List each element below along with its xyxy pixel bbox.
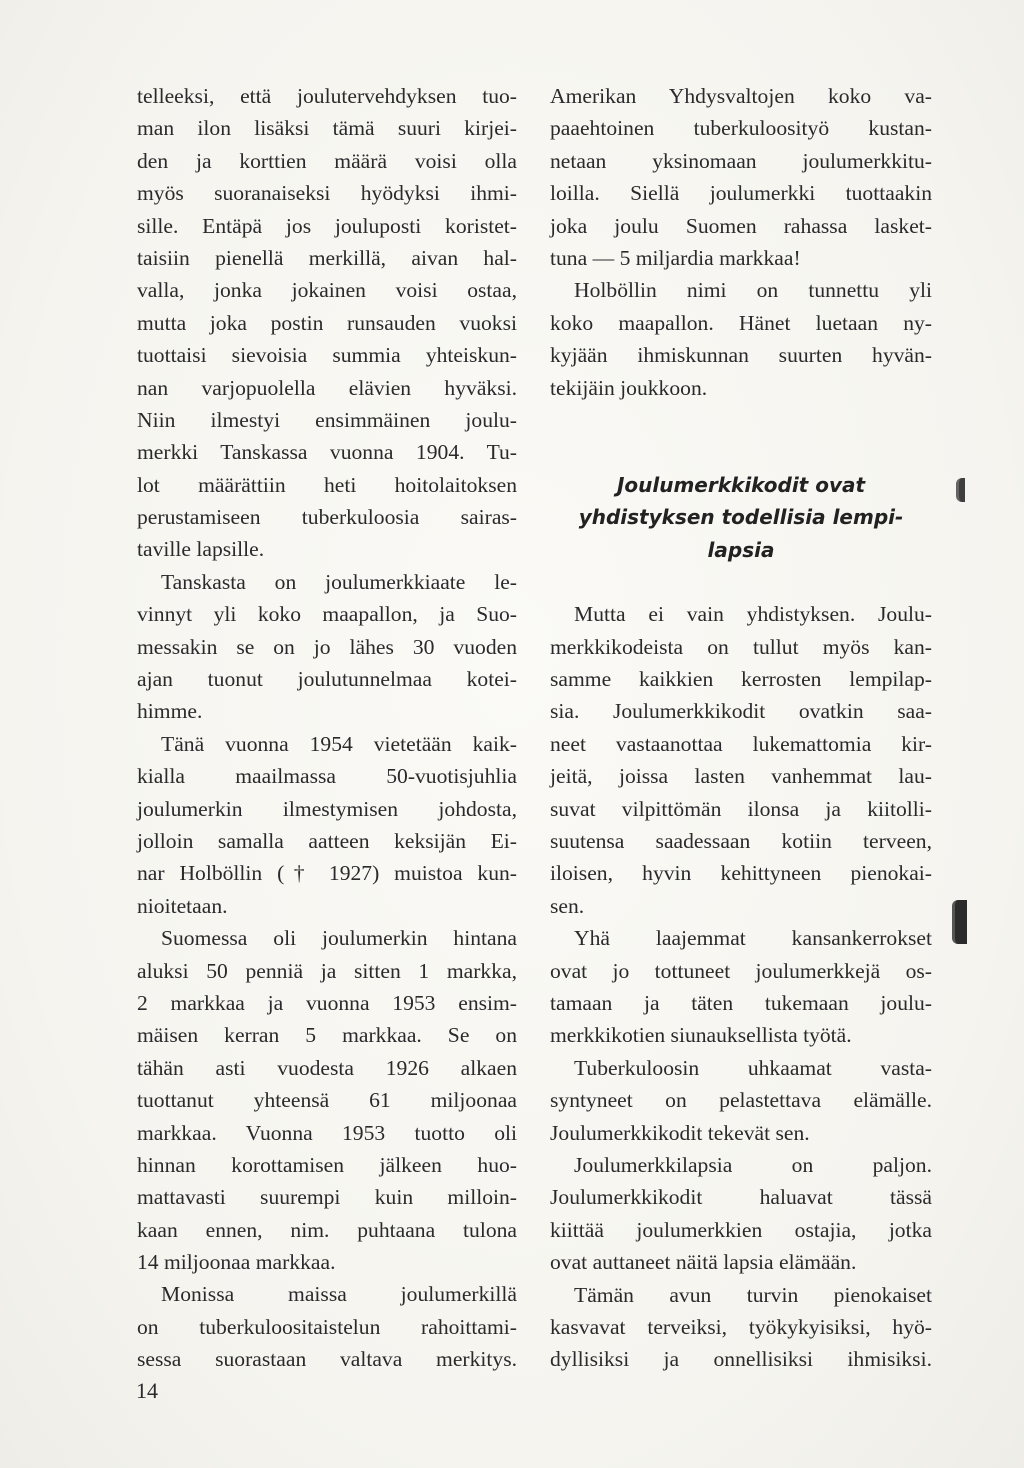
- text-line: Amerikan Yhdysvaltojen koko va-: [550, 84, 932, 108]
- text-line: kaan ennen, nim. puhtaana tulona: [137, 1217, 517, 1242]
- left-text-column: [137, 80, 517, 1376]
- text-line: Monissa maissa joulumerkillä: [161, 1282, 517, 1307]
- binding-hole: [952, 900, 967, 944]
- text-line: Tuberkuloosin uhkaamat vasta-: [574, 1055, 932, 1080]
- text-line: ovat jo tottuneet joulumerkkejä os-: [550, 958, 932, 983]
- spacer: [550, 404, 932, 436]
- text-line: samme kaikkien kerrosten lempilap-: [550, 667, 932, 692]
- spacer: [550, 566, 932, 598]
- text-line: aluksi 50 penniä ja sitten 1 markka,: [137, 958, 517, 983]
- text-line: Holböllin nimi on tunnettu yli: [574, 278, 932, 303]
- text-line: den ja korttien määrä voisi olla: [137, 148, 517, 173]
- text-line: nioitetaan.: [137, 893, 228, 918]
- text-line: ajan tuonut joulutunnelmaa kotei-: [137, 667, 517, 692]
- text-line: iloisen, hyvin kehittyneen pienokai-: [550, 861, 932, 886]
- text-line: messakin se on jo lähes 30 vuoden: [137, 634, 517, 659]
- text-line: Tänä vuonna 1954 vietetään kaik-: [161, 731, 517, 756]
- binding-hole: [956, 478, 965, 502]
- text-line: kialla maailmassa 50-vuotisjuhlia: [137, 764, 517, 789]
- text-line: hinnan korottamisen jälkeen huo-: [137, 1152, 517, 1177]
- text-line: suvat vilpittömän ilonsa ja kiitolli-: [550, 796, 932, 821]
- right-text-column: [550, 80, 932, 1376]
- text-line: Mutta ei vain yhdistyksen. Joulu-: [574, 602, 932, 627]
- text-line: paaehtoinen tuberkuloosityö kustan-: [550, 116, 932, 141]
- text-line: tuottaisi sievoisia summia yhteiskun-: [137, 343, 517, 368]
- text-line: jolloin samalla aatteen keksijän Ei-: [137, 828, 517, 853]
- text-line: Niin ilmestyi ensimmäinen joulu-: [137, 407, 517, 432]
- text-line: Tämän avun turvin pienokaiset: [574, 1282, 932, 1307]
- section-heading: [550, 469, 932, 566]
- text-line: tamaan ja täten tukemaan joulu-: [550, 990, 932, 1015]
- text-line: koko maapallon. Hänet luetaan ny-: [550, 310, 932, 335]
- text-line: nar Holböllin († 1927) muistoa kun-: [137, 861, 517, 886]
- text-line: sille. Entäpä jos jouluposti koristet-: [137, 213, 517, 238]
- text-line: myös suoranaiseksi hyödyksi ihmi-: [137, 181, 517, 206]
- text-line: 2 markkaa ja vuonna 1953 ensim-: [137, 990, 517, 1015]
- text-line: joulumerkin ilmestymisen johdosta,: [137, 796, 517, 821]
- text-line: Tanskasta on joulumerkkiaate le-: [161, 569, 517, 594]
- text-line: vinnyt yli koko maapallon, ja Suo-: [137, 602, 517, 627]
- spacer: [550, 436, 932, 468]
- text-line: kasvavat terveiksi, työkykyisiksi, hyö-: [550, 1314, 932, 1339]
- text-line: nan varjopuolella elävien hyväksi.: [137, 375, 517, 400]
- text-line: Joulumerkkikodit haluavat tässä: [550, 1185, 932, 1210]
- heading-line: Joulumerkkikodit ovat: [616, 472, 866, 497]
- text-line: netaan yksinomaan joulumerkkitu-: [550, 148, 932, 173]
- text-line: sessa suorastaan valtava merkitys.: [137, 1347, 517, 1372]
- text-line: lot määrättiin heti hoitolaitoksen: [137, 472, 517, 497]
- text-line: taville lapsille.: [137, 537, 265, 562]
- text-line: joka joulu Suomen rahassa lasket-: [550, 213, 932, 238]
- text-line: Suomessa oli joulumerkin hintana: [161, 926, 517, 951]
- text-line: valla, jonka jokainen voisi ostaa,: [137, 278, 517, 303]
- text-line: neet vastaanottaa lukemattomia kir-: [550, 731, 932, 756]
- text-line: syntyneet on pelastettava elämälle.: [550, 1088, 932, 1113]
- text-line: mattavasti suurempi kuin milloin-: [137, 1185, 517, 1210]
- text-line: mäisen kerran 5 markkaa. Se on: [137, 1023, 517, 1048]
- text-line: merkkikotien siunauksellista työtä.: [550, 1023, 852, 1048]
- text-line: merkki Tanskassa vuonna 1904. Tu-: [137, 440, 517, 465]
- text-line: sen.: [550, 893, 585, 918]
- text-line: telleeksi, että joulutervehdyksen tuo-: [137, 84, 517, 108]
- text-line: taisiin pienellä merkillä, aivan hal-: [137, 245, 517, 270]
- text-line: tähän asti vuodesta 1926 alkaen: [137, 1055, 517, 1080]
- text-line: merkkikodeista on tullut myös kan-: [550, 634, 932, 659]
- text-line: tuna — 5 miljardia markkaa!: [550, 245, 801, 270]
- text-line: Joulumerkkikodit tekevät sen.: [550, 1120, 810, 1145]
- text-line: Yhä laajemmat kansankerrokset: [574, 926, 932, 951]
- text-line: kyjään ihmiskunnan suurten hyvän-: [550, 343, 932, 368]
- text-line: man ilon lisäksi tämä suuri kirjei-: [137, 116, 517, 141]
- text-line: Joulumerkkilapsia on paljon.: [574, 1152, 932, 1177]
- text-line: tekijäin joukkoon.: [550, 375, 708, 400]
- heading-line: yhdistyksen todellisia lempi-: [578, 505, 904, 530]
- text-line: mutta joka postin runsauden vuoksi: [137, 310, 517, 335]
- text-line: loilla. Siellä joulumerkki tuottaakin: [550, 181, 932, 206]
- text-line: jeitä, joissa lasten vanhemmat lau-: [550, 764, 932, 789]
- heading-line: lapsia: [707, 537, 775, 562]
- text-line: ovat auttaneet näitä lapsia elämään.: [550, 1250, 857, 1275]
- text-line: 14 miljoonaa markkaa.: [137, 1250, 336, 1275]
- text-line: markkaa. Vuonna 1953 tuotto oli: [137, 1120, 517, 1145]
- text-line: sia. Joulumerkkikodit ovatkin saa-: [550, 699, 932, 724]
- text-line: on tuberkuloositaistelun rahoittami-: [137, 1314, 517, 1339]
- page-number: 14: [136, 1378, 158, 1403]
- text-line: suutensa saadessaan kotiin terveen,: [550, 829, 932, 854]
- text-line: kiittää joulumerkkien ostajia, jotka: [550, 1217, 932, 1242]
- text-line: perustamiseen tuberkuloosia sairas-: [137, 505, 517, 530]
- text-line: tuottanut yhteensä 61 miljoonaa: [137, 1088, 517, 1113]
- text-line: dyllisiksi ja onnellisiksi ihmisiksi.: [550, 1347, 932, 1372]
- text-line: himme.: [137, 699, 203, 724]
